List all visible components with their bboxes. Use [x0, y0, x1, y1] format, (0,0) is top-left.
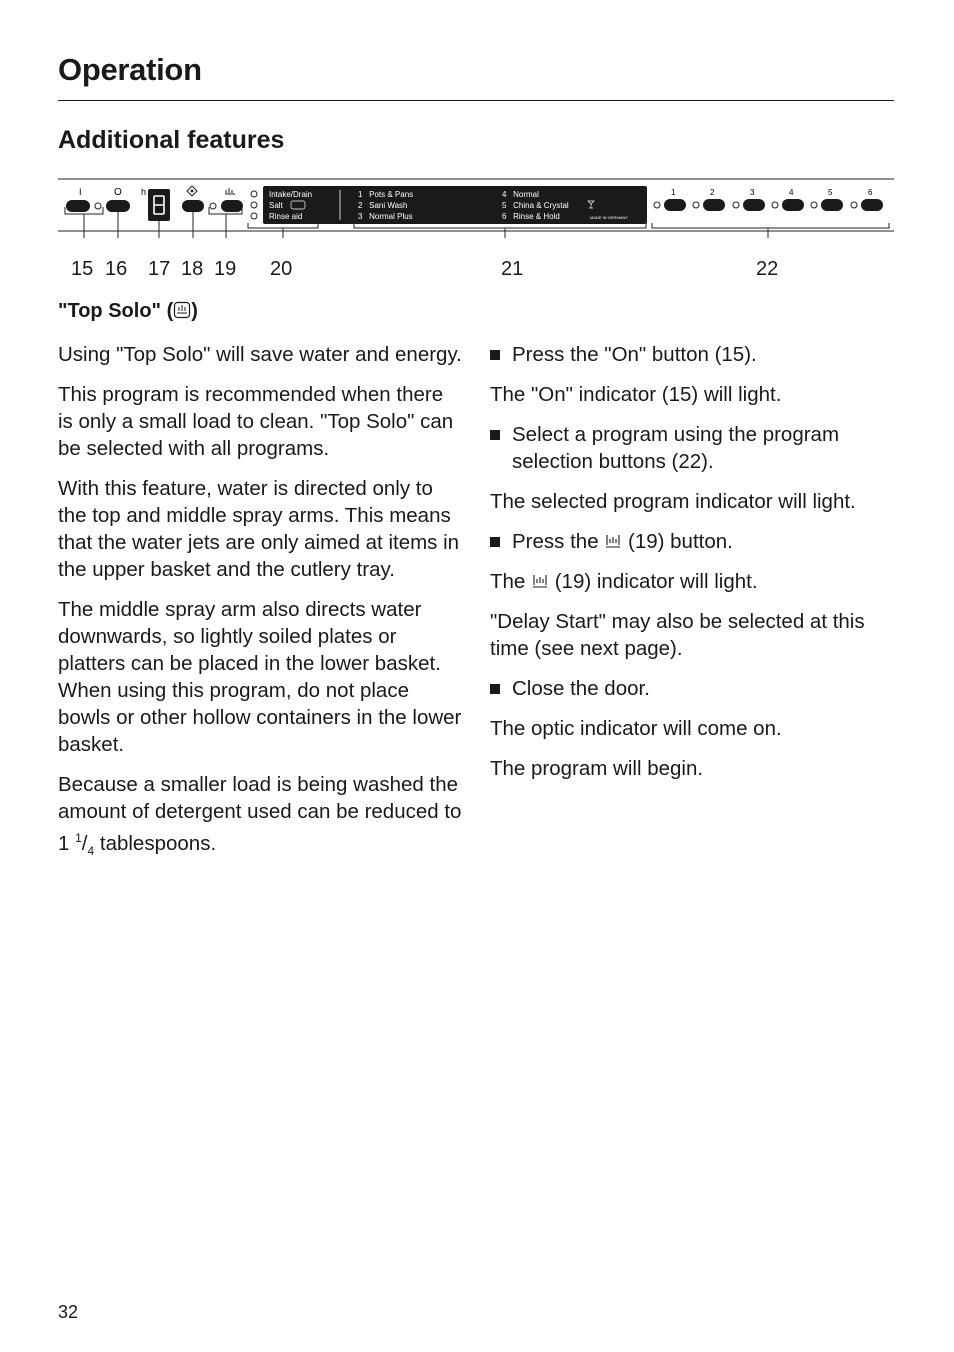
step-press-top-solo	[490, 528, 890, 555]
program-number-6: 6	[868, 188, 873, 197]
top-solo-icon	[531, 572, 549, 590]
program-6-button[interactable]	[861, 199, 883, 211]
program-number-3: 3	[750, 188, 755, 197]
step-top-solo-indicator	[490, 568, 890, 595]
salt-led	[251, 202, 257, 208]
left-column	[58, 341, 463, 865]
program-5-label: 5 China & Crystal	[502, 201, 569, 210]
title-rule	[58, 100, 894, 101]
program-2-led	[693, 202, 699, 208]
paragraph-no-bowls: When using this program, do not place bowls or other hollow containers in the lower basket.	[58, 679, 462, 756]
callout-17: 17	[148, 258, 171, 280]
section-title: Operation	[58, 52, 202, 87]
step-indicator-text: The	[490, 570, 532, 593]
program-3-label: 3 Normal Plus	[358, 212, 413, 221]
step-program-begin: The program will begin.	[490, 757, 704, 780]
subsection-title: Additional features	[58, 126, 285, 154]
on-indicator-led	[95, 203, 101, 209]
top-solo-heading-text: "Top Solo" (	[58, 300, 174, 322]
program-2-label: 2 Sani Wash	[358, 201, 408, 210]
off-label: O	[114, 187, 122, 198]
fraction-denominator: 4	[87, 843, 95, 858]
step-on-indicator: The "On" indicator (15) will light.	[490, 383, 782, 406]
program-1-led	[654, 202, 660, 208]
program-4-label: 4 Normal	[502, 190, 539, 199]
step-press-text: Press the	[512, 530, 605, 553]
on-label: I	[79, 187, 82, 197]
program-number-1: 1	[671, 188, 676, 197]
top-solo-heading	[58, 300, 198, 323]
made-in-label: MADE IN GERMANY	[590, 215, 629, 220]
program-3-led	[733, 202, 739, 208]
step-select-program: Select a program using the program selection buttons (22).	[490, 421, 890, 475]
program-5-button[interactable]	[821, 199, 843, 211]
top-solo-icon	[604, 532, 622, 550]
paragraph-small-load: This program is recommended when there is only a small load to clean. "Top Solo" can be selected with all programs.	[58, 383, 454, 460]
callout-15: 15	[71, 258, 94, 280]
paragraph-middle-arm: The middle spray arm also directs water downwards, so lightly soiled plates or platters can be placed in the lower basket.	[58, 598, 441, 675]
right-column	[490, 341, 890, 782]
control-panel-diagram	[58, 176, 896, 238]
hours-label: h	[141, 187, 147, 197]
fraction-numerator: 1	[75, 831, 82, 845]
intake-drain-label: Intake/Drain	[269, 190, 313, 199]
detergent-unit: tablespoons.	[94, 831, 217, 855]
program-number-2: 2	[710, 188, 715, 197]
step-press-on: Press the "On" button (15).	[490, 341, 890, 368]
program-4-led	[772, 202, 778, 208]
program-4-button[interactable]	[782, 199, 804, 211]
top-solo-button[interactable]	[221, 200, 243, 212]
paragraph-detergent	[58, 771, 463, 865]
callout-19: 19	[214, 258, 237, 280]
detergent-text: Because a smaller load is being washed the amount of detergent used can be reduced to 1	[58, 773, 462, 855]
fraction-slash: /	[81, 831, 88, 855]
top-solo-heading-close: )	[191, 300, 198, 322]
paragraph-spray-arms: With this feature, water is directed only to the top and middle spray arms. This means that the water jets are only aimed at items in the upper basket and the cutlery tray.	[58, 477, 460, 581]
program-number-4: 4	[789, 188, 794, 197]
step-delay-start: "Delay Start" may also be selected at this time (see next page).	[490, 610, 865, 660]
callout-16: 16	[105, 258, 128, 280]
program-buttons-bracket	[652, 223, 889, 228]
salt-label: Salt	[269, 201, 283, 210]
delay-start-button[interactable]	[182, 200, 204, 212]
rinse-aid-led	[251, 213, 257, 219]
page-number: 32	[58, 1302, 79, 1322]
program-6-label: 6 Rinse & Hold	[502, 212, 560, 221]
top-solo-icon	[225, 188, 235, 194]
program-3-button[interactable]	[743, 199, 765, 211]
program-number-5: 5	[828, 188, 833, 197]
step-indicator-light-text: (19) indicator will light.	[549, 570, 758, 593]
delay-start-icon	[187, 186, 197, 196]
top-solo-icon	[173, 301, 191, 319]
callout-22: 22	[756, 258, 779, 280]
callout-21: 21	[501, 258, 524, 280]
step-close-door: Close the door.	[490, 675, 890, 702]
step-optic-indicator: The optic indicator will come on.	[490, 717, 782, 740]
off-button[interactable]	[106, 200, 130, 212]
step-press-button-text: (19) button.	[622, 530, 733, 553]
program-1-label: 1 Pots & Pans	[358, 190, 414, 199]
rinse-aid-label: Rinse aid	[269, 212, 303, 221]
program-5-led	[811, 202, 817, 208]
step-program-indicator: The selected program indicator will light.	[490, 490, 856, 513]
paragraph-save-water: Using "Top Solo" will save water and energy.	[58, 343, 462, 366]
callout-20: 20	[270, 258, 293, 280]
on-button[interactable]	[66, 200, 90, 212]
top-solo-led	[210, 203, 216, 209]
program-2-button[interactable]	[703, 199, 725, 211]
callout-18: 18	[181, 258, 204, 280]
program-1-button[interactable]	[664, 199, 686, 211]
intake-drain-led	[251, 191, 257, 197]
program-6-led	[851, 202, 857, 208]
